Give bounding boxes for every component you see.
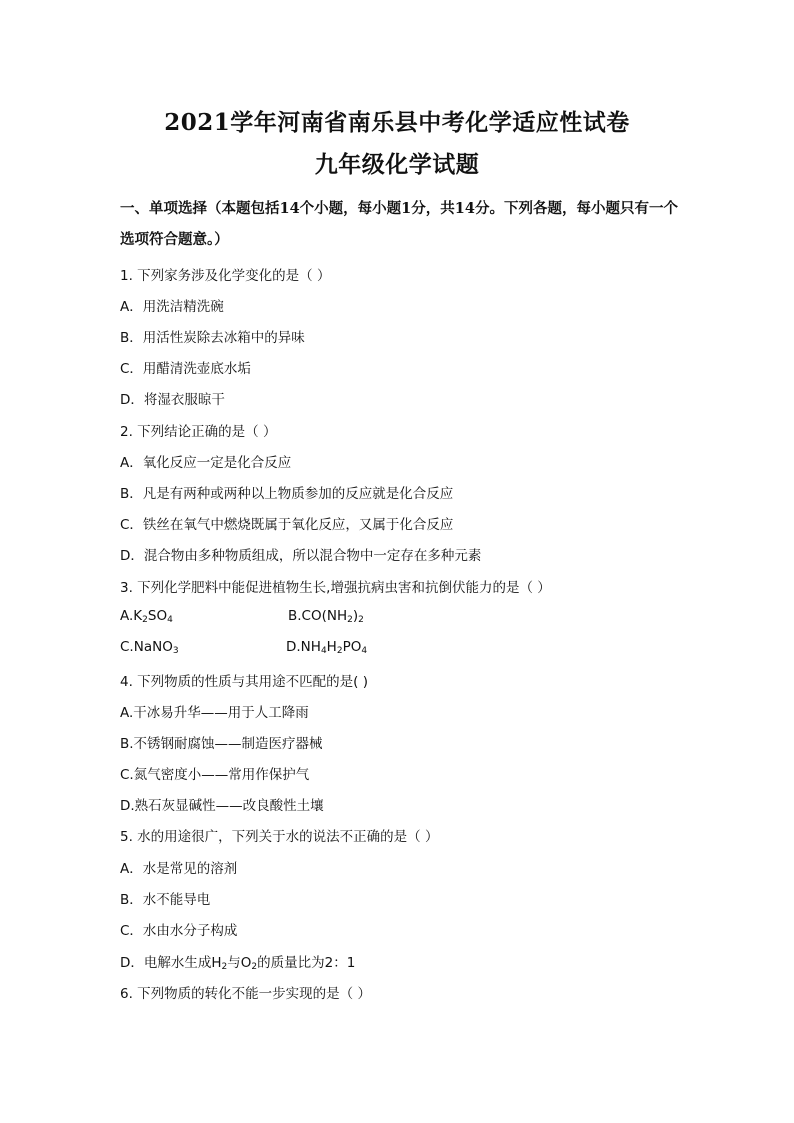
- question-6-stem: 6. 下列物质的转化不能一步实现的是（ ）: [120, 986, 371, 1002]
- question-2-stem: 2. 下列结论正确的是（ ）: [120, 424, 277, 440]
- question-5-option-b: B．水不能导电: [120, 892, 211, 908]
- question-5-stem: 5. 水的用途很广，下列关于水的说法不正确的是（ ）: [120, 829, 439, 845]
- question-5-option-d: D．电解水生成$H_2$与$O_2$的质量比为2：1: [120, 955, 356, 972]
- question-4-option-c: C.氮气密度小——常用作保护气: [120, 767, 310, 783]
- question-4-stem: 4. 下列物质的性质与其用途不匹配的是( ): [120, 674, 368, 690]
- question-1-stem: 1. 下列家务涉及化学变化的是（ ）: [120, 268, 331, 284]
- question-2-option-c: C．铁丝在氧气中燃烧既属于氧化反应，又属于化合反应: [120, 517, 454, 533]
- question-2-option-d: D．混合物由多种物质组成，所以混合物中一定存在多种元素: [120, 548, 482, 564]
- question-3-option-a: $A.K_2SO_4$: [120, 608, 173, 625]
- question-1-option-b: B．用活性炭除去冰箱中的异味: [120, 330, 305, 346]
- question-3-option-c: C.NaNO$_3$: [120, 639, 179, 656]
- question-3-option-b: $B.CO(NH_2)_2$: [288, 608, 364, 625]
- question-4-option-d: D.熟石灰显碱性——改良酸性土壤: [120, 798, 324, 814]
- question-2-option-b: B．凡是有两种或两种以上物质参加的反应就是化合反应: [120, 486, 454, 502]
- question-5-option-a: A．水是常见的溶剂: [120, 861, 238, 877]
- question-4-option-a: A.干冰易升华——用于人工降雨: [120, 705, 309, 721]
- question-1-option-c: C．用醋清洗壶底水垢: [120, 361, 251, 377]
- question-2-option-a: A．氧化反应一定是化合反应: [120, 455, 292, 471]
- question-5-option-c: C．水由水分子构成: [120, 923, 238, 939]
- question-3-option-d: $D.NH_4H_2PO_4$: [286, 639, 368, 656]
- exam-title: 2021学年河南省南乐县中考化学适应性试卷: [164, 109, 630, 136]
- question-3-stem: 3. 下列化学肥料中能促进植物生长,增强抗病虫害和抗倒伏能力的是（ ）: [120, 580, 551, 596]
- question-4-option-b: B.不锈钢耐腐蚀——制造医疗器械: [120, 736, 323, 752]
- question-1-option-d: D．将湿衣服晾干: [120, 392, 225, 408]
- question-1-option-a: A．用洗洁精洗碗: [120, 299, 224, 315]
- section-heading: 一、单项选择（本题包括14个小题，每小题1分，共14分。下列各题，每小题只有一个选项符合题意。）: [120, 200, 678, 248]
- exam-subtitle: 九年级化学试题: [314, 151, 480, 178]
